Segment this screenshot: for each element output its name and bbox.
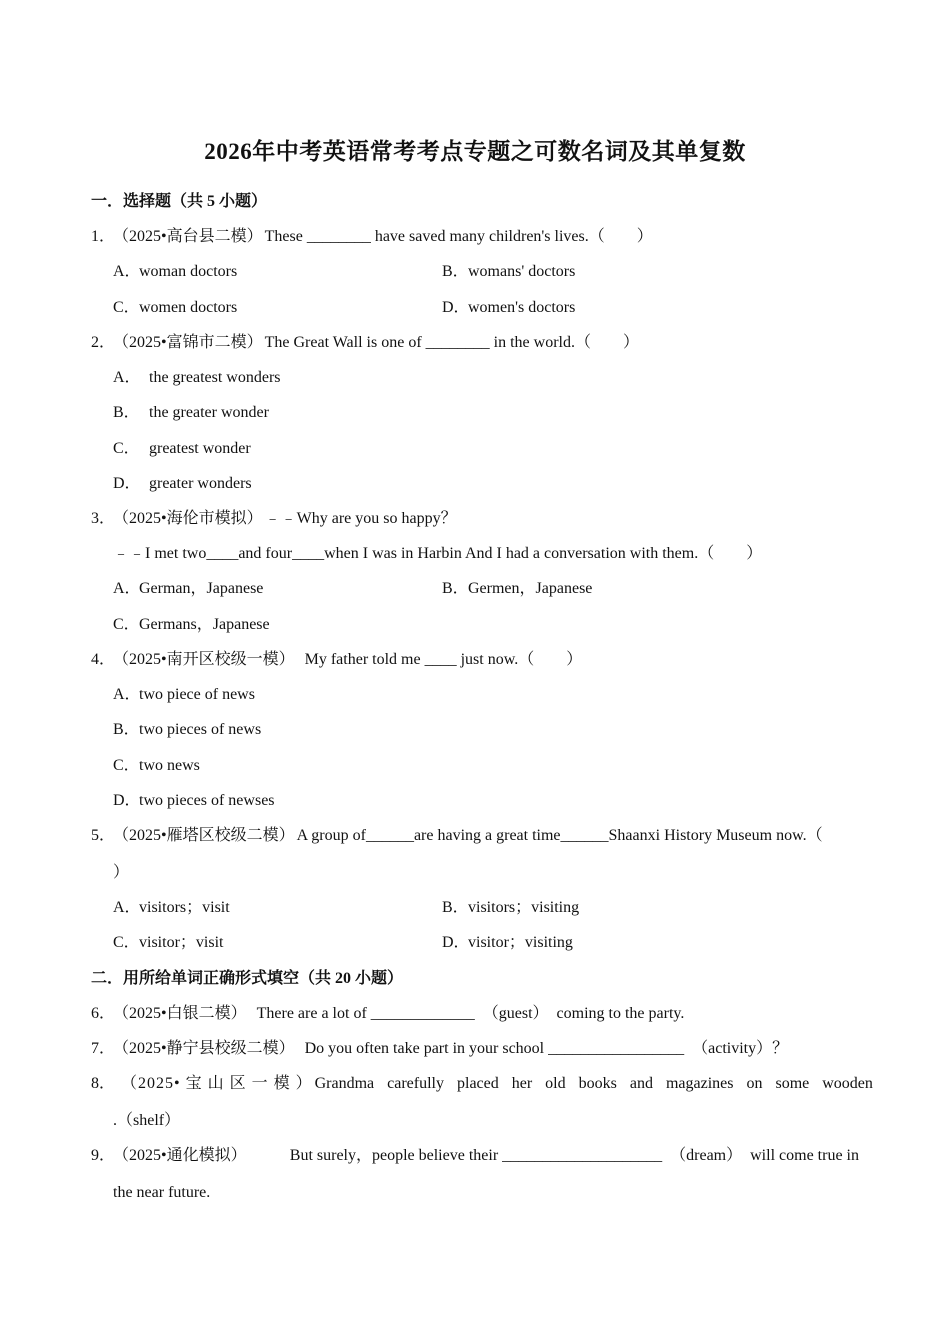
question-stem: These ________ have saved many children's lives.（ ） bbox=[264, 228, 653, 245]
question-stem-continued: .（shelf） bbox=[113, 1112, 181, 1129]
page-title: 2026年中考英语常考考点专题之可数名词及其单复数 bbox=[204, 139, 746, 164]
question-stem: There are a lot of _____________ （guest） coming to the party. bbox=[256, 1005, 685, 1022]
option-a: A． the greatest wonders bbox=[113, 369, 281, 386]
question-source: （2025•静宁县校级二模） bbox=[113, 1040, 295, 1057]
option-a: A．woman doctors bbox=[113, 263, 238, 280]
question-source: （2025•通化模拟） bbox=[113, 1147, 247, 1164]
question-5 bbox=[91, 825, 823, 847]
question-source: （2025•雁塔区校级二模） bbox=[113, 827, 295, 844]
question-stem: But surely，people believe their ____________________ （dream） will come true in bbox=[289, 1147, 859, 1164]
question-8 bbox=[91, 1073, 873, 1095]
option-c: C．visitor；visit bbox=[113, 934, 224, 951]
question-7 bbox=[91, 1038, 788, 1060]
option-b: B． the greater wonder bbox=[113, 404, 269, 421]
option-b: B．two pieces of news bbox=[113, 721, 262, 738]
question-1 bbox=[91, 226, 653, 248]
question-3 bbox=[91, 508, 457, 530]
section-heading-choice: 一．选择题（共 5 小题） bbox=[91, 193, 268, 210]
option-c: C．Germans，Japanese bbox=[113, 616, 270, 633]
option-a: A．German，Japanese bbox=[113, 580, 264, 597]
question-stem: ﹣﹣Why are you so happy？ bbox=[264, 510, 457, 527]
option-d: D． greater wonders bbox=[113, 475, 252, 492]
question-stem: Do you often take part in your school _________________ （activity）？ bbox=[304, 1040, 789, 1057]
option-c: C．women doctors bbox=[113, 299, 238, 316]
question-source: （2025• 宝 山 区 一 模 ） bbox=[121, 1075, 313, 1092]
option-d: D．women's doctors bbox=[442, 299, 576, 316]
option-d: D．two pieces of newses bbox=[113, 792, 275, 809]
question-source: （2025•富锦市二模） bbox=[113, 334, 263, 351]
question-number: 8． bbox=[91, 1075, 116, 1092]
question-source: （2025•海伦市模拟） bbox=[113, 510, 263, 527]
question-stem-continued: the near future. bbox=[113, 1184, 211, 1201]
option-b: B．womans' doctors bbox=[442, 263, 576, 280]
question-number: 2． bbox=[91, 334, 116, 351]
question-number: 5． bbox=[91, 827, 116, 844]
option-a: A．two piece of news bbox=[113, 686, 255, 703]
question-stem: My father told me ____ just now.（ ） bbox=[304, 651, 583, 668]
question-number: 9． bbox=[91, 1147, 116, 1164]
option-b: B．visitors；visiting bbox=[442, 899, 580, 916]
option-d: D．visitor；visiting bbox=[442, 934, 573, 951]
question-number: 7． bbox=[91, 1040, 116, 1057]
option-b: B．Germen，Japanese bbox=[442, 580, 593, 597]
question-stem-continued: ） bbox=[113, 864, 130, 881]
question-source: （2025•高台县二模） bbox=[113, 228, 263, 245]
question-6 bbox=[91, 1003, 684, 1025]
option-a: A．visitors；visit bbox=[113, 899, 230, 916]
question-stem-continued: ﹣﹣I met two____and four____when I was in Harbin And I had a conversation with them.（ ） bbox=[113, 545, 763, 562]
question-4 bbox=[91, 649, 582, 671]
question-9 bbox=[91, 1145, 859, 1167]
question-source: （2025•南开区校级一模） bbox=[113, 651, 295, 668]
option-c: C．two news bbox=[113, 757, 200, 774]
question-number: 4． bbox=[91, 651, 116, 668]
option-c: C． greatest wonder bbox=[113, 440, 251, 457]
question-source: （2025•白银二模） bbox=[113, 1005, 247, 1022]
question-stem: Grandma carefully placed her old books and magazines on some wooden bbox=[314, 1075, 873, 1092]
question-number: 6． bbox=[91, 1005, 116, 1022]
section-heading-fill-in: 二．用所给单词正确形式填空（共 20 小题） bbox=[91, 970, 404, 987]
question-number: 1． bbox=[91, 228, 116, 245]
question-stem: A group of______are having a great time______Shaanxi History Museum now.（ bbox=[296, 827, 823, 844]
question-2 bbox=[91, 332, 639, 354]
question-number: 3． bbox=[91, 510, 116, 527]
question-stem: The Great Wall is one of ________ in the world.（ ） bbox=[264, 334, 639, 351]
